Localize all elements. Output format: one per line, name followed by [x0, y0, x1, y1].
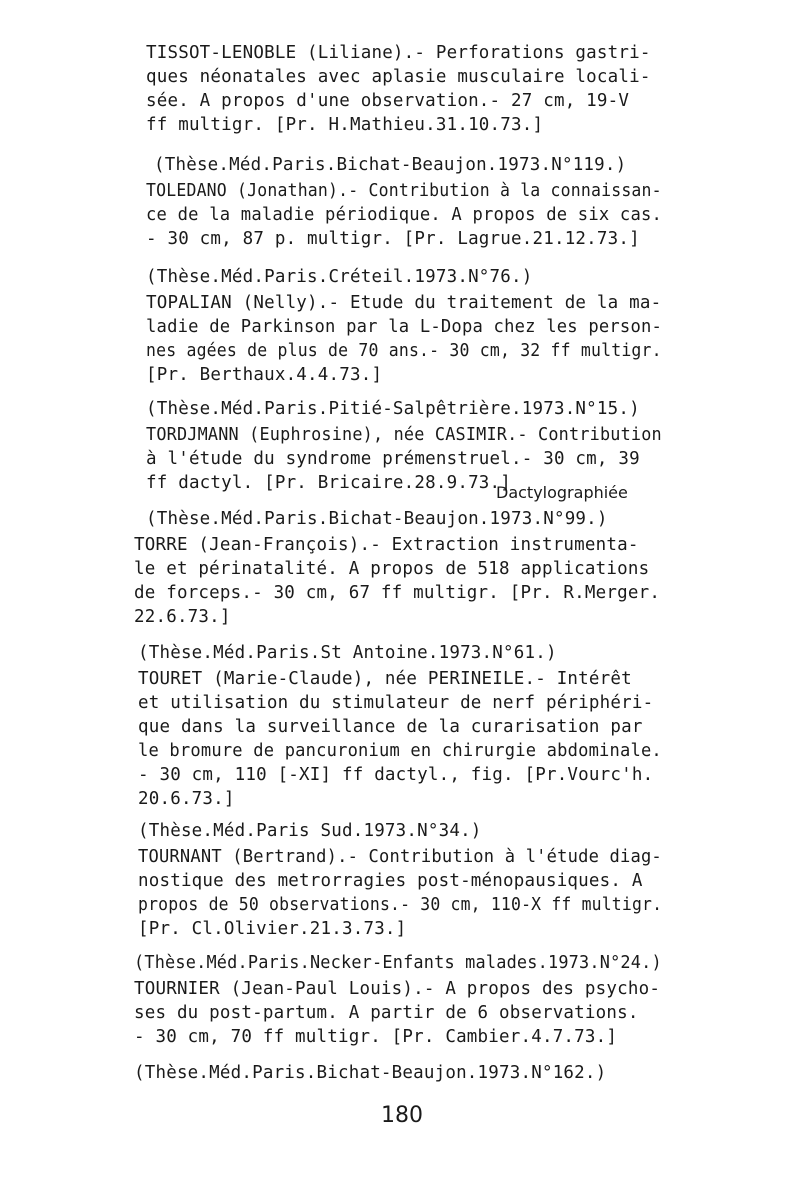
- entry-line: ff multigr. [Pr. H.Mathieu.31.10.73.]: [146, 115, 544, 135]
- entry-line: et utilisation du stimulateur de nerf périphéri-: [138, 693, 654, 713]
- entry-line: 20.6.73.]: [138, 789, 235, 809]
- entry-line: ladie de Parkinson par la L-Dopa chez les person-: [146, 317, 663, 337]
- entry-line: - 30 cm, 87 p. multigr. [Pr. Lagrue.21.12.73.]: [146, 229, 640, 249]
- entry-line: de forceps.- 30 cm, 67 ff multigr. [Pr. R.Merger.: [134, 583, 661, 603]
- entry-line: ce de la maladie périodique. A propos de six cas.: [146, 205, 663, 225]
- thesis-reference: (Thèse.Méd.Paris.Bichat-Beaujon.1973.N°99.): [146, 509, 608, 529]
- entry-line: TOPALIAN (Nelly).- Etude du traitement de la ma-: [146, 293, 662, 313]
- entry-line: nes agées de plus de 70 ans.- 30 cm, 32 ff multigr.: [146, 341, 662, 361]
- entry-line: [Pr. Berthaux.4.4.73.]: [146, 365, 383, 385]
- entry-line: ques néonatales avec aplasie musculaire locali-: [146, 67, 651, 87]
- page-number: 180: [381, 1103, 423, 1128]
- entry-line: TOURNANT (Bertrand).- Contribution à l'étude diag-: [138, 847, 662, 867]
- entry-line: nostique des metrorragies post-ménopausiques. A: [138, 871, 643, 891]
- entry-line: TORRE (Jean-François).- Extraction instrumenta-: [134, 535, 639, 555]
- entry-line: 22.6.73.]: [134, 607, 231, 627]
- entry-line: TOLEDANO (Jonathan).- Contribution à la connaissan-: [146, 181, 662, 201]
- entry-line: TOURET (Marie-Claude), née PERINEILE.- Intérêt: [138, 669, 632, 689]
- entry-line: sée. A propos d'une observation.- 27 cm, 19-V: [146, 91, 630, 111]
- entry-line: TISSOT-LENOBLE (Liliane).- Perforations gastri-: [146, 43, 651, 63]
- thesis-reference: (Thèse.Méd.Paris.Pitié-Salpêtrière.1973.N°15.): [146, 399, 640, 419]
- entry-line: que dans la surveillance de la curarisation par: [138, 717, 643, 737]
- handwritten-note: Dactylographiée: [496, 483, 628, 502]
- thesis-reference: (Thèse.Méd.Paris Sud.1973.N°34.): [138, 821, 482, 841]
- entry-line: [Pr. Cl.Olivier.21.3.73.]: [138, 919, 407, 939]
- entry-line: propos de 50 observations.- 30 cm, 110-X ff multigr.: [138, 895, 663, 915]
- thesis-reference: (Thèse.Méd.Paris.Créteil.1973.N°76.): [146, 267, 533, 287]
- entry-line: le et périnatalité. A propos de 518 applications: [134, 559, 650, 579]
- entry-line: le bromure de pancuronium en chirurgie abdominale.: [138, 741, 662, 761]
- entry-line: - 30 cm, 70 ff multigr. [Pr. Cambier.4.7.73.]: [134, 1027, 618, 1047]
- entry-line: à l'étude du syndrome prémenstruel.- 30 cm, 39: [146, 449, 640, 469]
- thesis-reference: (Thèse.Méd.Paris.St Antoine.1973.N°61.): [138, 643, 557, 663]
- entry-line: TOURNIER (Jean-Paul Louis).- A propos des psycho-: [134, 979, 661, 999]
- entry-line: ff dactyl. [Pr. Bricaire.28.9.73.]: [146, 473, 512, 493]
- thesis-reference: (Thèse.Méd.Paris.Necker-Enfants malades.1973.N°24.): [134, 953, 662, 973]
- entry-line: - 30 cm, 110 [-XI] ff dactyl., fig. [Pr.Vourc'h.: [138, 765, 654, 785]
- thesis-reference: (Thèse.Méd.Paris.Bichat-Beaujon.1973.N°162.): [134, 1063, 607, 1083]
- entry-line: ses du post-partum. A partir de 6 observations.: [134, 1003, 639, 1023]
- thesis-reference: (Thèse.Méd.Paris.Bichat-Beaujon.1973.N°119.): [154, 155, 627, 175]
- entry-line: TORDJMANN (Euphrosine), née CASIMIR.- Contribution: [146, 425, 662, 445]
